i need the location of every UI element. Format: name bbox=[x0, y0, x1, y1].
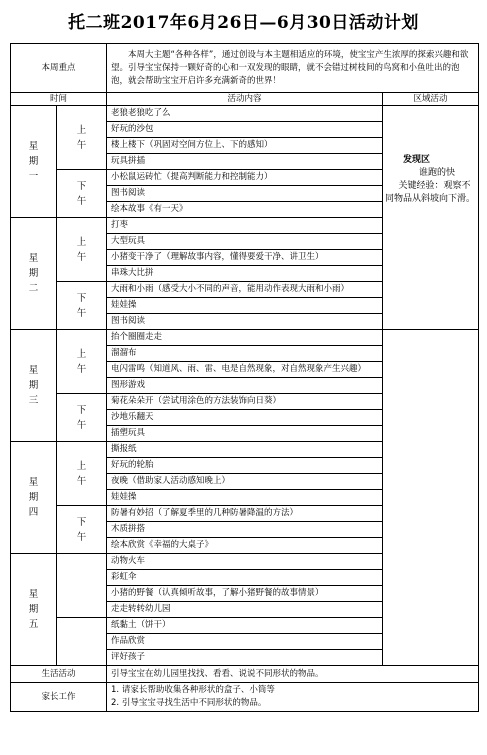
focus-text: 本周大主题“各种各样”，通过创设与本主题相适应的环境，使宝宝产生浓厚的探索兴趣和欲望。引导宝宝保持一颗好奇的心和一双发现的眼睛，就不会错过树枝间的鸟窝和小鱼吐出的泡泡，就会帮助宝宝开启许多充满新奇的世界！ bbox=[107, 44, 479, 93]
activity-item: 小猪的野餐（认真倾听故事，了解小猪野餐的故事情景） bbox=[107, 586, 383, 602]
activity-item: 插塑玩具 bbox=[107, 426, 383, 442]
activity-item: 抬个圈圈走走 bbox=[107, 330, 383, 346]
activity-item: 作品欣赏 bbox=[107, 634, 383, 650]
activity-item: 撕报纸 bbox=[107, 442, 383, 458]
activity-item: 好玩的沙包 bbox=[107, 122, 383, 138]
afternoon-label bbox=[57, 170, 107, 218]
afternoon-label bbox=[57, 506, 107, 554]
day-label bbox=[11, 106, 57, 218]
activity-item: 夜晚（借助家人活动感知晚上） bbox=[107, 474, 383, 490]
afternoon-label-text: 下午 bbox=[76, 180, 87, 207]
activity-item: 打枣 bbox=[107, 218, 383, 234]
afternoon-label-text: 下午 bbox=[76, 516, 87, 543]
activity-item: 绘本故事《有一天》 bbox=[107, 202, 383, 218]
activity-item: 玩具拼插 bbox=[107, 154, 383, 170]
day-label-text: 星期二 bbox=[28, 253, 39, 294]
days-body bbox=[11, 106, 479, 666]
afternoon-label bbox=[57, 394, 107, 442]
activity-item: 走走转转幼儿园 bbox=[107, 602, 383, 618]
morning-label bbox=[57, 442, 107, 506]
life-row bbox=[11, 666, 479, 683]
activity-item: 老狼老狼吃了么 bbox=[107, 106, 383, 122]
activity-item: 好玩的轮胎 bbox=[107, 458, 383, 474]
area-name: 谁跑的快 bbox=[419, 168, 456, 178]
morning-label-text: 上午 bbox=[76, 460, 87, 487]
afternoon-label bbox=[57, 282, 107, 330]
activity-item: 小松鼠运砖忙（提高判断能力和控制能力） bbox=[107, 170, 383, 186]
morning-label-text: 上午 bbox=[76, 236, 87, 263]
morning-label-text: 上午 bbox=[76, 124, 87, 151]
day-label bbox=[11, 442, 57, 554]
day-label-text: 星期三 bbox=[28, 365, 39, 406]
activity-item: 彩虹伞 bbox=[107, 570, 383, 586]
life-label: 生活活动 bbox=[11, 666, 107, 683]
header-area: 区域活动 bbox=[383, 93, 479, 106]
activity-item: 绘本欣赏《幸福的大桌子》 bbox=[107, 538, 383, 554]
activity-item: 串珠大比拼 bbox=[107, 266, 383, 282]
activity-item: 图书阅读 bbox=[107, 186, 383, 202]
life-text: 引导宝宝在幼儿园里找找、看看、说说不同形状的物品。 bbox=[107, 666, 479, 683]
header-row bbox=[11, 93, 479, 106]
parent-item: 2. 引导宝宝寻找生活中不同形状的物品。 bbox=[111, 698, 267, 708]
morning-label bbox=[57, 554, 107, 618]
morning-label bbox=[57, 218, 107, 282]
focus-row bbox=[11, 44, 479, 93]
activity-item: 木质拼搭 bbox=[107, 522, 383, 538]
activity-item: 防暑有妙招（了解夏季里的几种防暑降温的方法） bbox=[107, 506, 383, 522]
day-label bbox=[11, 554, 57, 666]
header-activity: 活动内容 bbox=[107, 93, 383, 106]
activity-item: 大雨和小雨（感受大小不同的声音，能用动作表现大雨和小雨） bbox=[107, 282, 383, 298]
day-label-text: 星期一 bbox=[28, 141, 39, 182]
activity-item: 娃娃操 bbox=[107, 490, 383, 506]
activity-item: 娃娃操 bbox=[107, 298, 383, 314]
day-label bbox=[11, 218, 57, 330]
activity-item: 菊花朵朵开（尝试用涂色的方法装饰向日葵） bbox=[107, 394, 383, 410]
area-experience: 关键经验：观察不同物品从斜坡向下滑。 bbox=[385, 181, 476, 204]
day-label bbox=[11, 330, 57, 442]
activity-item: 小猪变干净了（理解故事内容，懂得要爱干净、讲卫生） bbox=[107, 250, 383, 266]
afternoon-label-text: 下午 bbox=[76, 404, 87, 431]
parent-item: 1. 请家长帮助收集各种形状的盒子、小筒等 bbox=[111, 685, 275, 695]
activity-item: 楼上楼下（巩固对空间方位上、下的感知） bbox=[107, 138, 383, 154]
parent-label: 家长工作 bbox=[11, 683, 107, 712]
activity-item: 溜溜布 bbox=[107, 346, 383, 362]
morning-label bbox=[57, 330, 107, 394]
activity-item: 图形游戏 bbox=[107, 378, 383, 394]
morning-label-text: 上午 bbox=[76, 348, 87, 375]
activity-item: 电闪雷鸣（知道风、雨、雷、电是自然现象，对自然现象产生兴趣） bbox=[107, 362, 383, 378]
page-title: 托二班2017年6月26日—6月30日活动计划 bbox=[68, 13, 419, 33]
parent-row bbox=[11, 683, 479, 712]
day-label-text: 星期四 bbox=[28, 477, 39, 518]
day-activity-row bbox=[11, 106, 479, 122]
morning-label bbox=[57, 106, 107, 170]
day-label-text: 星期五 bbox=[28, 589, 39, 630]
area-empty-cell bbox=[383, 330, 479, 666]
area-title: 发现区 bbox=[403, 155, 431, 165]
activity-item: 图书阅读 bbox=[107, 314, 383, 330]
activity-item: 评好孩子 bbox=[107, 650, 383, 666]
activity-item: 大型玩具 bbox=[107, 234, 383, 250]
afternoon-label-text: 下午 bbox=[76, 292, 87, 319]
header-time: 时间 bbox=[11, 93, 107, 106]
focus-label: 本周重点 bbox=[11, 44, 107, 93]
activity-item: 动物火车 bbox=[107, 554, 383, 570]
day-activity-row bbox=[11, 330, 479, 346]
activity-plan-table bbox=[10, 43, 479, 712]
parent-text bbox=[107, 683, 479, 712]
activity-item: 纸黏土（饼干） bbox=[107, 618, 383, 634]
afternoon-label bbox=[57, 618, 107, 666]
activity-item: 沙地乐翻天 bbox=[107, 410, 383, 426]
area-activity-cell bbox=[383, 106, 479, 330]
